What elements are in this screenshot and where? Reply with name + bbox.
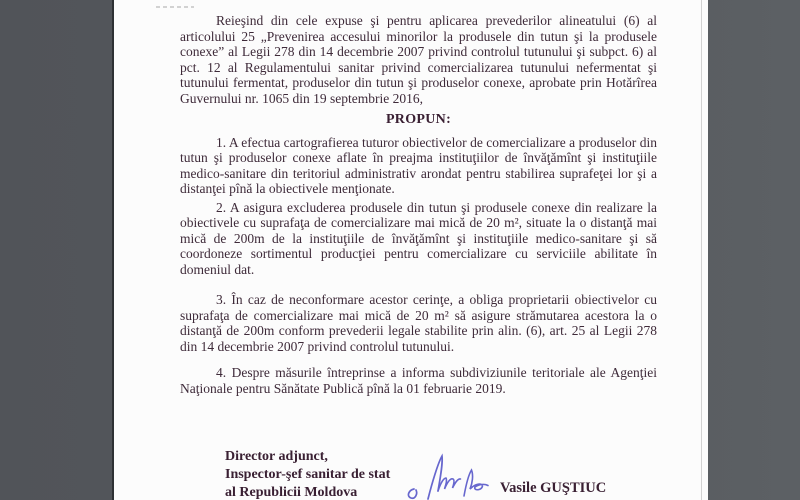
signatory-title-line-2: Inspector-şef sanitar de stat <box>225 467 391 482</box>
page-right-edge-shadow <box>701 0 702 500</box>
scan-artifact-smudge <box>156 6 194 8</box>
ordered-item-3: 3. În caz de neconformare acestor cerinţe, a obliga proprietarii obiectivelor cu suprafaţa de comercializare mai mică de 20 m² să asigure strămutarea acestora la o distanţă de 200m conform prevederii legale stabilite prin alin. (6), art. 25 al Legii 278 din 14 decembrie 2007 privind controlul tutunului. <box>180 292 657 354</box>
ordered-item-2: 2. A asigura excluderea produsele din tutun şi produsele conexe din realizare la obiectivele cu suprafaţa de comercializare mai mică de 20 m², situate la o distanţă mai mică de 200m de la instituţiile de învăţămînt şi instituţiile medico-sanitare şi să coordoneze sortimentul producţiei pentru comercializare cu serviciile abilitate în domeniul dat. <box>180 199 657 277</box>
propun-heading: PROPUN: <box>385 112 452 127</box>
handwritten-signature <box>404 449 500 500</box>
signatory-title-line-3: al Republicii Moldova <box>225 485 358 500</box>
document-page <box>112 0 708 500</box>
document-body <box>180 13 657 500</box>
ordered-item-4: 4. Despre măsurile întreprinse a informa subdiviziunile teritoriale ale Agenţiei Naţionale pentru Sănătate Publică pînă la 01 februarie 2019. <box>180 365 657 396</box>
ordered-item-1: 1. A efectua cartografierea tuturor obiectivelor de comercializare a produselor din tutun şi produselor conexe aflate în preajma instituţiilor de învăţămînt şi instituţiile medico-sanitare din teritoriul administrativ arondat pentru stabilirea suprafeţei lor şi a distanţei pînă la obiectivele menţionate. <box>180 134 657 196</box>
signatory-name: Vasile GUŞTIUC <box>500 480 607 496</box>
signatory-title-line-1: Director adjunct, <box>225 449 328 464</box>
intro-paragraph: Reieşind din cele expuse şi pentru aplicarea prevederilor alineatului (6) al articolului 25 „Prevenirea accesului minorilor la produsele din tutun şi la produsele conexe” al Legii 278 din 14 decembrie 2007 privind controlul tutunului şi subpct. 6) al pct. 12 al Regulamentului sanitar privind comercializarea tutunului nefermentat şi tutunului fermentat, produselor din tutun şi produselor conexe, aprobate prin Hotărîrea Guvernului nr. 1065 din 19 septembrie 2016, <box>180 13 657 106</box>
